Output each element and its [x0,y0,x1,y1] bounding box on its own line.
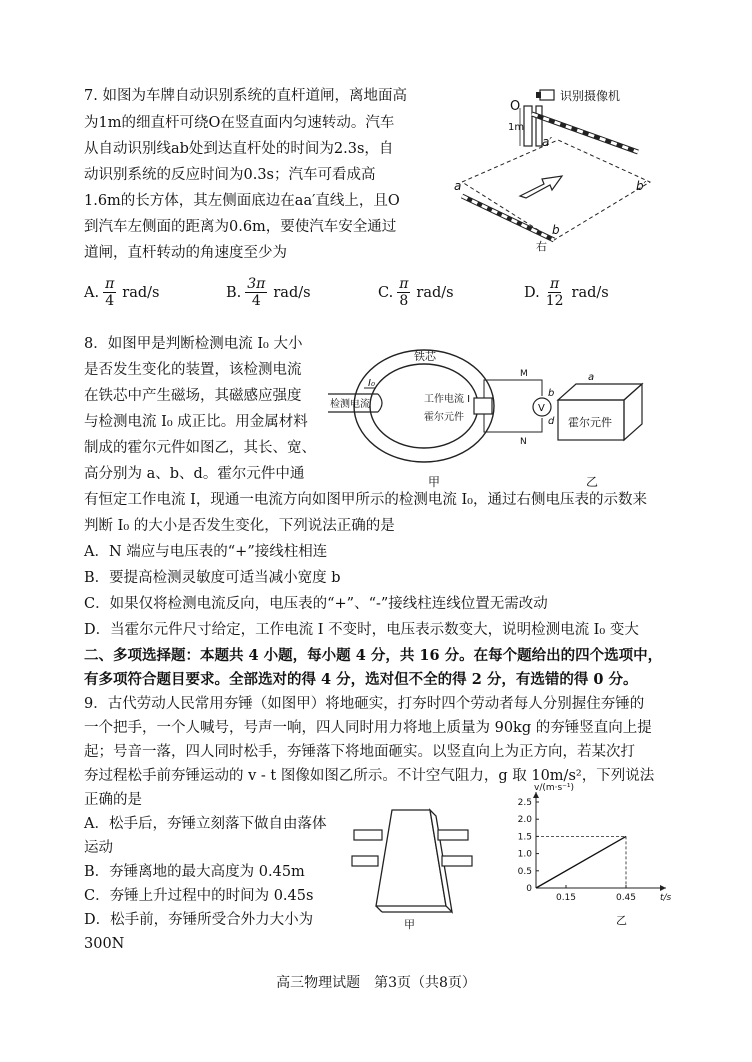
m-label: M [520,369,528,379]
y-axis-label: v/(m·s⁻¹) [534,783,575,793]
q8-option-b[interactable]: B．要提高检测灵敏度可适当减小宽度 b [84,570,341,586]
x-axis-label: t/s [660,893,672,903]
b-label: b [552,223,560,237]
q7-option-d[interactable]: D. $\frac{\pi}{12}$ rad/s [524,276,609,309]
voltmeter-label: V [538,403,545,414]
core-label: 铁芯 [414,350,436,363]
q7-line: 动识别系统的反应时间为0.3s；汽车可看成高 [84,167,376,183]
q9-line: 夯过程松手前夯锤运动的 v - t 图像如图乙所示。不计空气阻力，g 取 10m/s²，下列说法 [84,768,655,784]
work-current-label: 工作电流 I [424,394,471,405]
q8-line: 与检测电流 I₀ 成正比。用金属材料 [84,414,308,430]
i0-label: I₀ [368,378,375,389]
a-label: a [454,179,462,193]
fig-yi-label: 乙 [586,475,599,489]
q8-option-d[interactable]: D．当霍尔元件尺寸给定，工作电流 I 不变时，电压表示数变大，说明检测电流 I₀ 变大 [84,622,639,638]
detect-label: 检测电流 [330,399,370,410]
hall-box [548,372,642,440]
fig-jia-label: 甲 [404,918,415,931]
x-axis-arrow [660,885,666,891]
vt-chart [500,783,680,930]
d-dim-label: d [548,416,555,427]
q7-line: 1.6m的长方体，其左侧面底边在aa′直线上，且O [84,193,400,209]
x-tick-label: 0.45 [615,893,637,903]
fig-yi-label: 乙 [616,914,627,927]
q7-figure [440,78,670,253]
q8-line: 是否发生变化的装置，该检测电流 [84,362,302,378]
q8-line: 有恒定工作电流 I，现通一电流方向如图甲所示的检测电流 I₀，通过右侧电压表的示数来 [84,492,647,508]
y-tick-label: 1.0 [517,849,532,860]
q8-line: 8．如图甲是判断检测电流 I₀ 大小 [84,336,303,352]
page-footer: 高三物理试题 第3页（共8页） [276,975,476,991]
q7-line: 道闸，直杆转动的角速度至少为 [84,245,287,261]
q9-line: 正确的是 [84,792,142,808]
q7-line: 从自动识别线ab处到达直杆处的时间为2.3s，自 [84,141,394,157]
a-prime-label: a′ [542,135,553,149]
b-dim-label: b [548,388,555,399]
q9-line: 9．古代劳动人民常用夯锤（如图甲）将地砸实，打夯时四个劳动者每人分别握住夯锤的 [84,696,645,712]
q8-line: 在铁芯中产生磁场，其磁感应强度 [84,388,302,404]
hall-label: 霍尔元件 [424,412,464,423]
fig-jia-label: 甲 [428,475,441,489]
hall-box-label: 霍尔元件 [568,416,612,429]
right-label: 右 [536,240,547,253]
series-line [536,836,626,888]
b-prime-label: b′ [636,179,647,193]
y-tick-label: 0 [526,884,532,894]
rammer-figure [350,800,480,930]
q7-line: 7. 如图为车牌自动识别系统的直杆道闸，离地面高 [84,88,407,104]
x-tick-label: 0.15 [555,893,577,903]
q9-line: 一个把手，一个人喊号，号声一响，四人同时用力将地上质量为 90kg 的夯锤竖直向上提 [84,720,652,736]
q7-line: 到汽车左侧面的距离为0.6m，要使汽车安全通过 [84,219,397,235]
q8-line: 高分别为 a、b、d。霍尔元件中通 [84,466,305,482]
q9-option-c[interactable]: C．夯锤上升过程中的时间为 0.45s [84,888,314,904]
y-tick-label: 2.5 [517,798,532,808]
q9-option-a[interactable]: A．松手后，夯锤立刻落下做自由落体 [84,816,327,832]
q8-line: 判断 I₀ 的大小是否发生变化，下列说法正确的是 [84,518,395,534]
y-tick-label: 0.5 [517,866,532,877]
q8-option-c[interactable]: C．如果仅将检测电流反向，电压表的“+”、“-”接线柱连线位置无需改动 [84,596,548,612]
o-label: O [510,99,521,114]
y-tick-label: 1.5 [517,832,532,843]
q9-option-d[interactable]: D．松手前，夯锤所受合外力大小为 [84,912,314,928]
q8-option-a[interactable]: A．N 端应与电压表的“+”接线柱相连 [84,544,328,560]
q9-option-b[interactable]: B．夯锤离地的最大高度为 0.45m [84,864,305,880]
q9-option-a-cont[interactable]: 运动 [84,840,113,856]
camera-label: 识别摄像机 [560,89,621,103]
y-tick-label: 2.0 [517,815,532,826]
q7-option-c[interactable]: C. $\frac{\pi}{8}$ rad/s [378,276,454,309]
section-2-line: 有多项符合题目要求。全部选对的得 4 分，选对但不全的得 2 分，有选错的得 0 分。 [84,671,638,688]
q9-line: 起；号音一落，四人同时松手，夯锤落下将地面砸实。以竖直向上为正方向，若某次打 [84,744,635,760]
q8-figure [324,340,654,488]
a-dim-label: a [588,372,595,383]
q8-line: 制成的霍尔元件如图乙，其长、宽、 [84,440,316,456]
section-2-line: 二、多项选择题：本题共 4 小题，每小题 4 分，共 16 分。在每个题给出的四个选项中， [84,647,663,664]
one-m-label: 1m [508,122,525,133]
n-label: N [520,437,527,447]
q7-line: 为1m的细直杆可绕O在竖直面内匀速转动。汽车 [84,115,395,131]
q7-option-b[interactable]: B. $\frac{3\pi}{4}$ rad/s [226,276,311,309]
q9-option-d-cont[interactable]: 300N [84,936,125,952]
q7-option-a[interactable]: A. $\frac{\pi}{4}$ rad/s [84,276,160,309]
